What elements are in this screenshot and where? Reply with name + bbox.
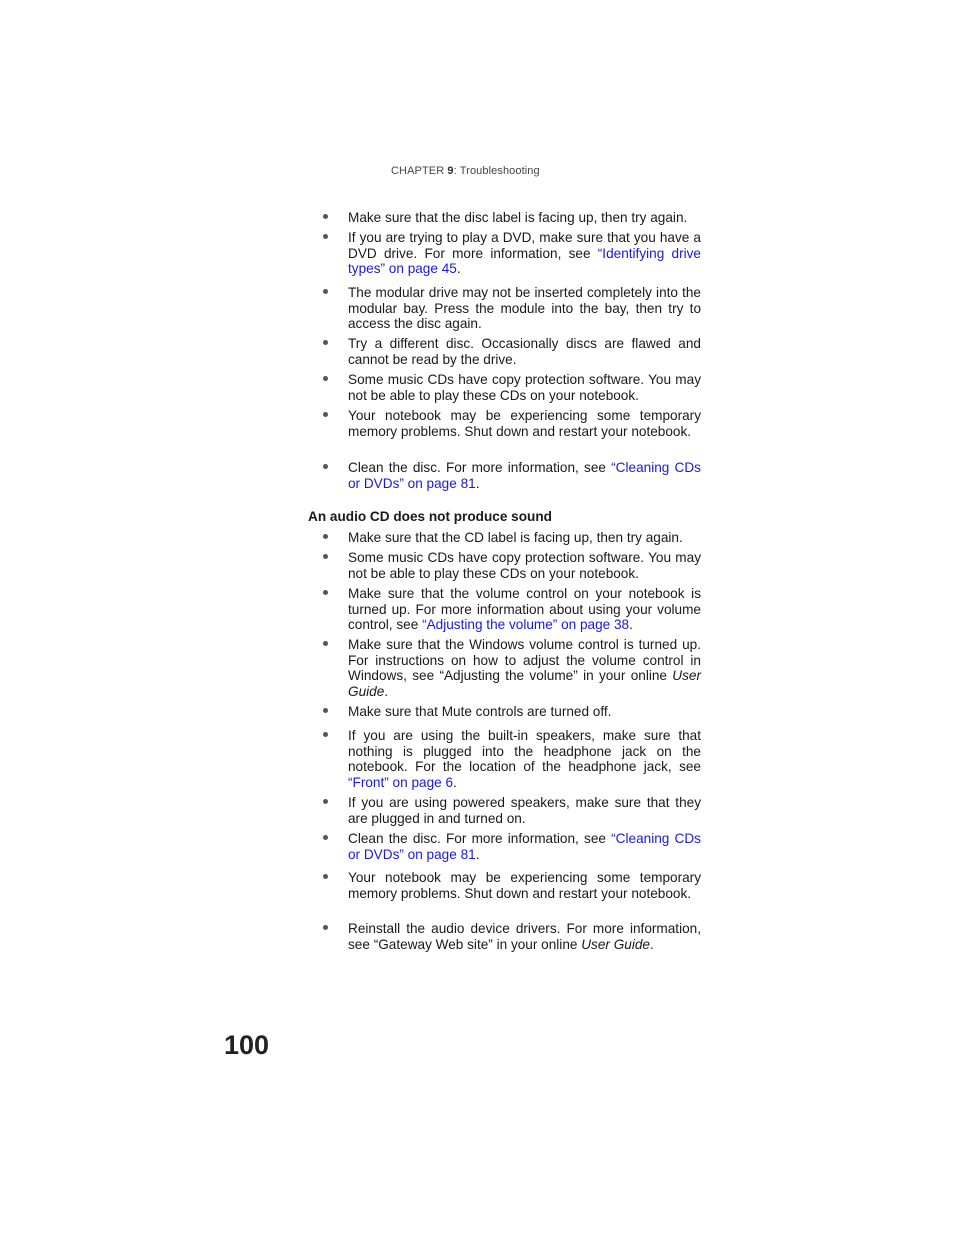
list-item-body: Clean the disc. For more information, see xyxy=(348,831,612,846)
list-item xyxy=(320,285,701,332)
list-item-text xyxy=(348,372,701,403)
list-item-text xyxy=(348,408,701,439)
list-item-body: Some music CDs have copy protection software. You may not be able to play these CDs on your notebook. xyxy=(348,550,701,581)
list-item xyxy=(320,637,701,700)
list-item xyxy=(320,831,701,862)
list-item-body: Make sure that the disc label is facing up, then try again. xyxy=(348,210,688,225)
list-item-text xyxy=(348,285,701,332)
cross-reference-link[interactable]: “Cleaning CDs or DVDs” on page 81 xyxy=(348,460,701,491)
bullet-icon xyxy=(323,464,328,469)
list-item-end: . xyxy=(456,261,461,277)
book-title: User Guide xyxy=(348,668,701,700)
list-item-body: Make sure that Mute controls are turned off. xyxy=(348,704,612,719)
list-item-body: If you are trying to play a DVD, make sure that you have a DVD drive. For more information, see xyxy=(348,230,701,261)
list-item xyxy=(320,408,701,439)
list-item-text xyxy=(348,704,701,720)
list-item-body: Make sure that the volume control on your notebook is turned up. For more information about using your volume control, see xyxy=(348,586,701,633)
page-number: 100 xyxy=(224,1030,270,1060)
bullet-icon xyxy=(323,340,328,345)
list-item-text xyxy=(348,795,701,826)
list-item xyxy=(320,550,701,581)
bullet-icon xyxy=(323,376,328,381)
bullet-icon xyxy=(323,214,328,219)
bullet-icon xyxy=(323,835,328,840)
bullet-icon xyxy=(323,412,328,417)
book-title: User Guide xyxy=(581,936,650,952)
bullet-icon xyxy=(323,590,328,595)
list-item-end: . xyxy=(384,684,389,700)
bullet-icon xyxy=(323,874,328,879)
list-item-body: Make sure that the Windows volume control is turned up. For instructions on how to adjust the volume control in Windows, see “Adjusting the volume” in your online xyxy=(348,637,701,684)
list-item-body: If you are using the built-in speakers, make sure that nothing is plugged into the headphone jack on the notebook. For the location of the headphone jack, see xyxy=(348,728,701,775)
list-item xyxy=(320,795,701,826)
list-item-body: Make sure that the CD label is facing up, then try again. xyxy=(348,530,683,545)
cross-reference-link[interactable]: “Front” on page 6 xyxy=(348,775,454,791)
list-item xyxy=(320,704,701,720)
list-item-text xyxy=(348,637,701,700)
list-item xyxy=(320,460,701,491)
list-item-body: Your notebook may be experiencing some temporary memory problems. Shut down and restart your notebook. xyxy=(348,408,701,439)
list-item xyxy=(320,586,701,633)
bullet-icon xyxy=(323,641,328,646)
list-item xyxy=(320,921,701,952)
list-item-end: . xyxy=(629,617,633,633)
list-item xyxy=(320,728,701,791)
section-heading: An audio CD does not produce sound xyxy=(308,509,552,524)
list-item-body: Try a different disc. Occasionally discs are flawed and cannot be read by the drive. xyxy=(348,336,701,367)
list-item-text xyxy=(348,550,701,581)
list-item-text xyxy=(348,210,701,226)
list-item xyxy=(320,210,701,226)
list-item-text xyxy=(348,586,701,633)
list-item xyxy=(320,530,701,546)
list-item-end: . xyxy=(475,846,480,862)
bullet-icon xyxy=(323,799,328,804)
list-item-end: . xyxy=(475,475,480,491)
list-item-body: If you are using powered speakers, make sure that they are plugged in and turned on. xyxy=(348,795,701,826)
list-item-text xyxy=(348,728,701,791)
bullet-icon xyxy=(323,234,328,239)
list-item-text xyxy=(348,870,701,901)
chapter-label: CHAPTER xyxy=(391,165,445,177)
list-item-text xyxy=(348,460,701,491)
list-item-text xyxy=(348,530,701,546)
list-item-text xyxy=(348,336,701,367)
bullet-icon xyxy=(323,925,328,930)
bullet-icon xyxy=(323,554,328,559)
list-item-text xyxy=(348,230,701,277)
list-item-body: Reinstall the audio device drivers. For more information, see “Gateway Web site” in your online xyxy=(348,921,701,952)
running-header xyxy=(391,165,540,177)
list-item xyxy=(320,372,701,403)
list-item-text xyxy=(348,831,701,862)
bullet-icon xyxy=(323,289,328,294)
list-item-text xyxy=(348,921,701,952)
chapter-separator: : xyxy=(453,165,457,177)
cross-reference-link[interactable]: “Cleaning CDs or DVDs” on page 81 xyxy=(348,831,701,862)
list-item xyxy=(320,336,701,367)
list-item-end: . xyxy=(649,936,654,952)
list-item-end: . xyxy=(453,775,457,791)
list-item-body: Some music CDs have copy protection software. You may not be able to play these CDs on your notebook. xyxy=(348,372,701,403)
cross-reference-link[interactable]: “Adjusting the volume” on page 38 xyxy=(422,617,630,633)
list-item xyxy=(320,870,701,901)
chapter-title: Troubleshooting xyxy=(459,165,540,177)
bullet-icon xyxy=(323,708,328,713)
bullet-icon xyxy=(323,732,328,737)
list-item xyxy=(320,230,701,277)
list-item-body: Your notebook may be experiencing some temporary memory problems. Shut down and restart your notebook. xyxy=(348,870,701,901)
chapter-number: 9 xyxy=(447,165,454,177)
list-item-body: Clean the disc. For more information, see xyxy=(348,460,612,475)
bullet-icon xyxy=(323,534,328,539)
list-item-body: The modular drive may not be inserted completely into the modular bay. Press the module into the bay, then try to access the disc again. xyxy=(348,285,701,332)
cross-reference-link[interactable]: “Identifying drive types” on page 45 xyxy=(348,245,701,277)
